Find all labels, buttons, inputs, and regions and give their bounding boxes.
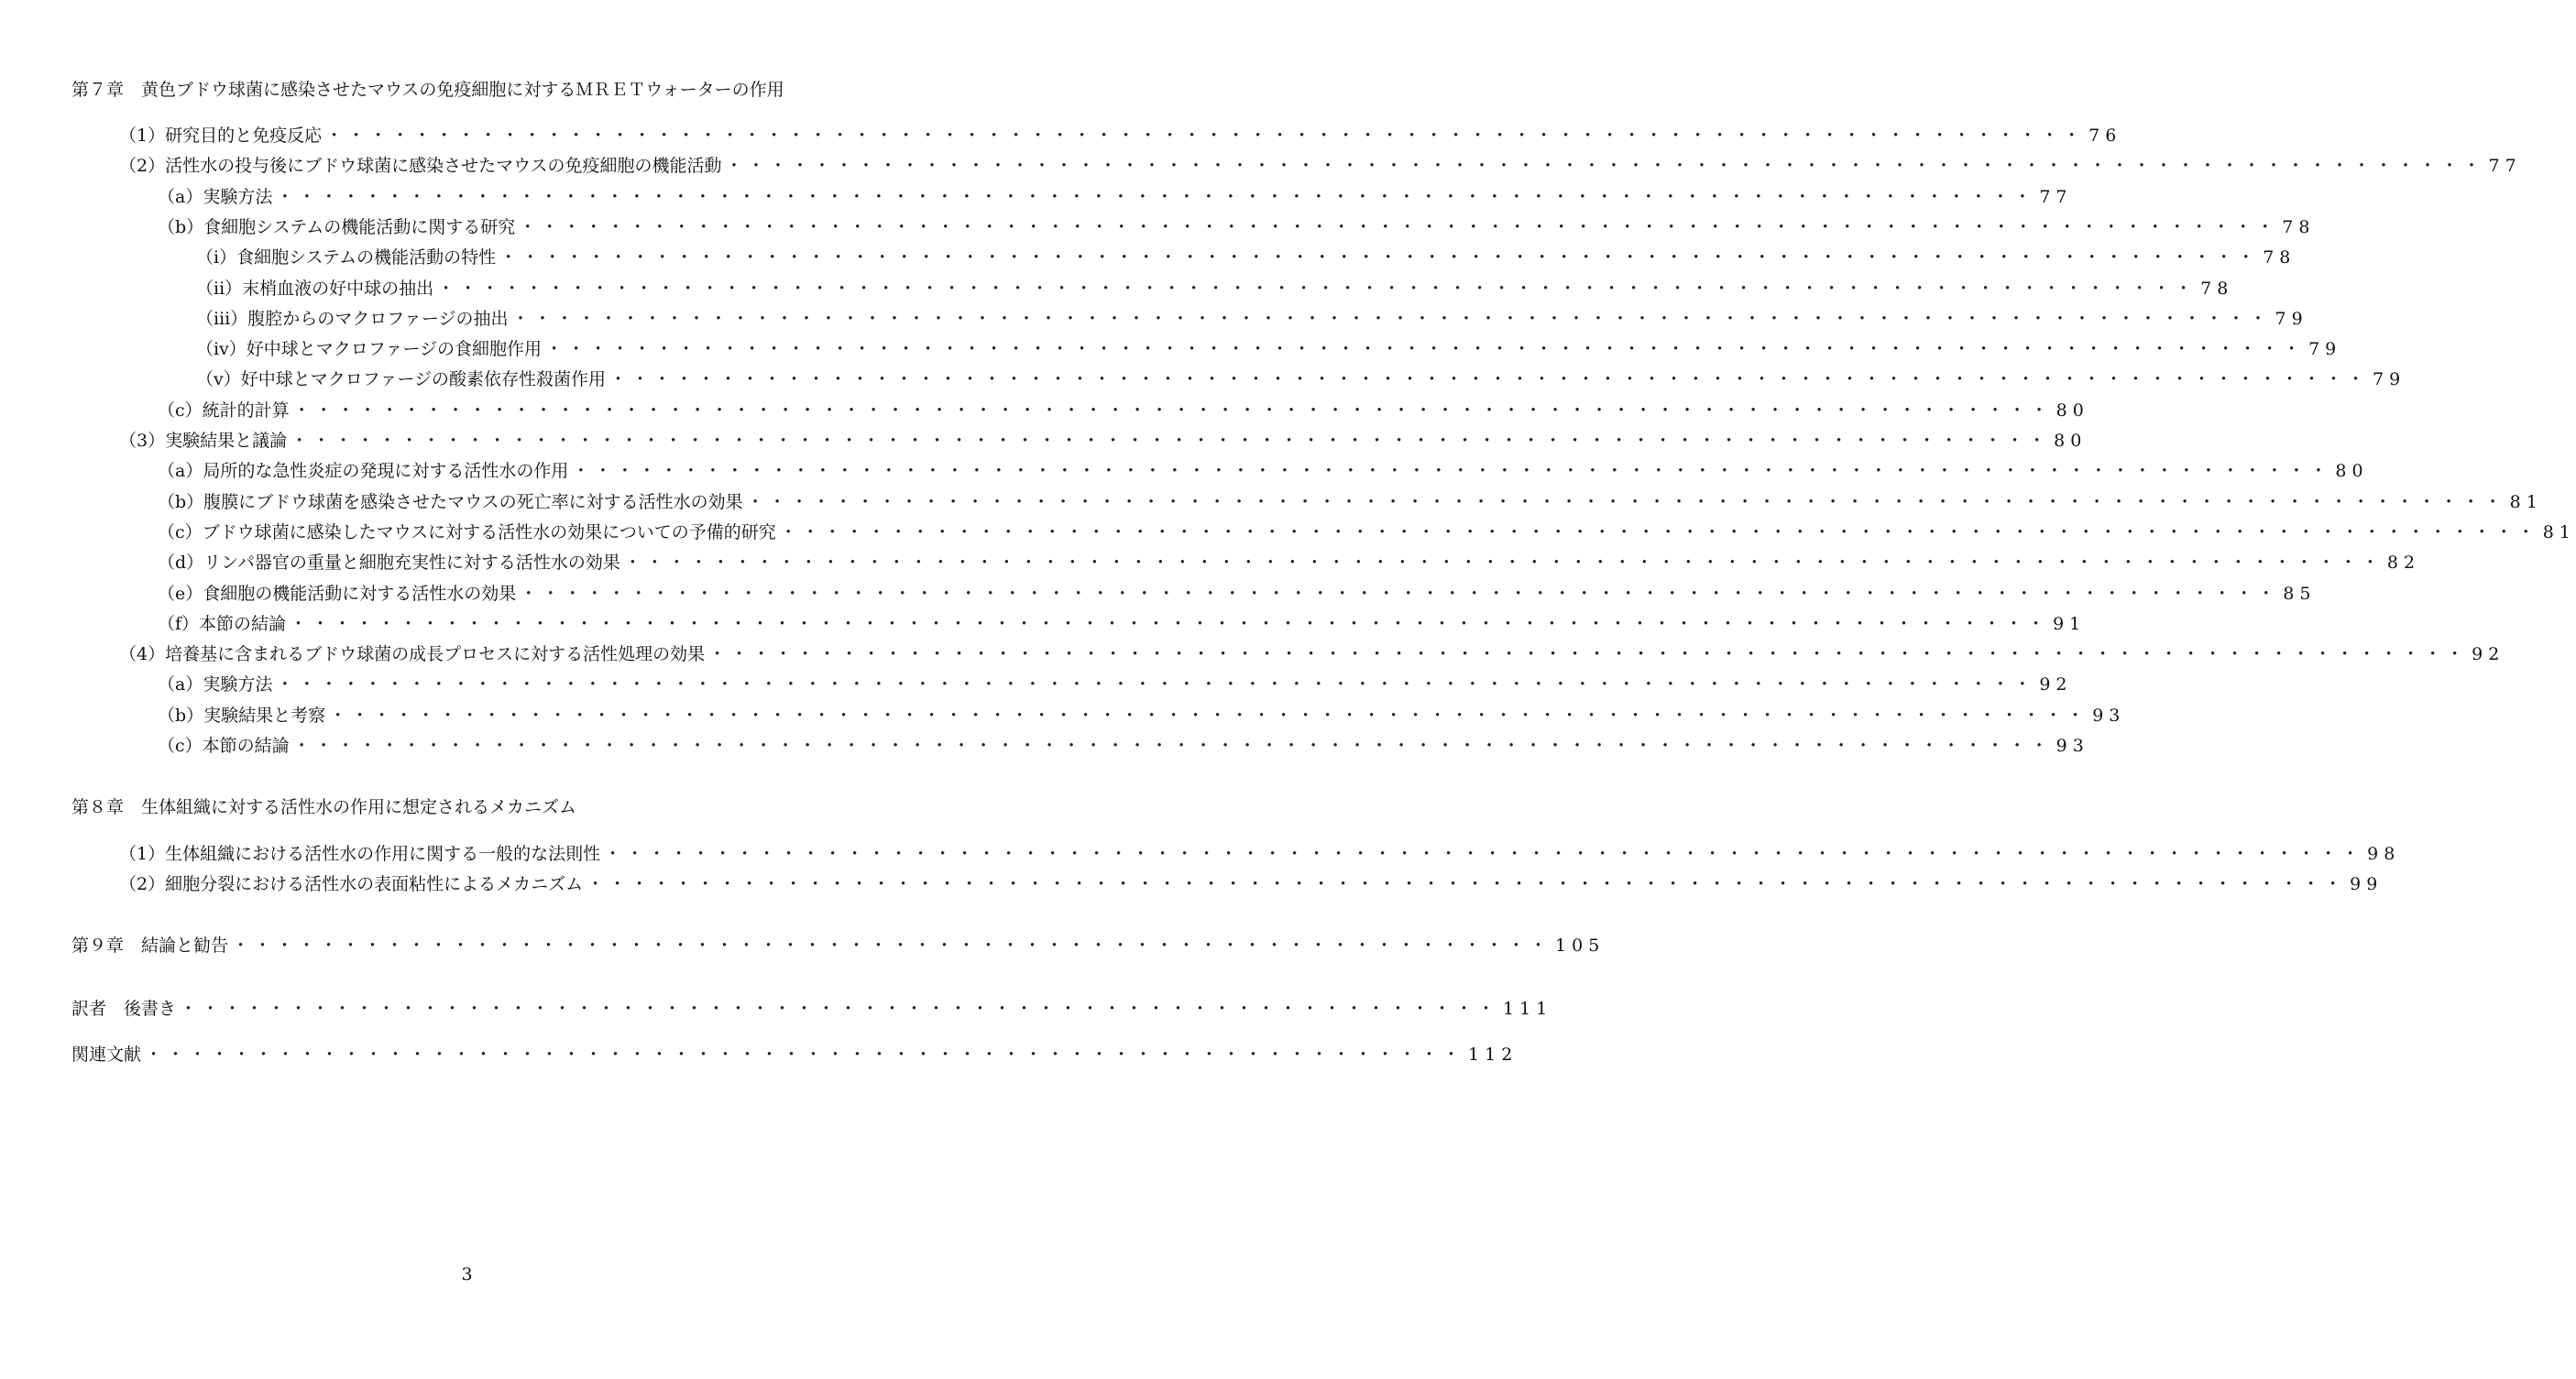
toc-entry-text: （c）ブドウ球菌に感染したマウスに対する活性水の効果についての予備的研究 (158, 521, 776, 542)
leader-dots: ・・・・・・・・・・・・・・・・・・・・・・・・・・・・・・・・・・・・・・・・・・・・・・・・・・・・・・・・・・・・・・・・・・・・・・・・・・・・・・・・ (329, 705, 2089, 726)
leader-dots: ・・・・・・・・・・・・・・・・・・・・・・・・・・・・・・・・・・・・・・・・・・・・・・・・・・・・・・・・・・・・・・・・・・・・・・・・・・・・・・・・ (604, 844, 2364, 864)
leader-dots: ・・・・・・・・・・・・・・・・・・・・・・・・・・・・・・・・・・・・・・・・・・・・・・・・・・・・・・・・・・・・ (232, 936, 1552, 956)
toc-entry (119, 843, 2401, 865)
toc-entry-page: 79 (2373, 369, 2406, 390)
leader-dots: ・・・・・・・・・・・・・・・・・・・・・・・・・・・・・・・・・・・・・・・・・・・・・・・・・・・・・・・・・・・・・・・・・・・・・・・・・・・・・・・・ (520, 583, 2280, 604)
toc-entry-text: （b）食細胞システムの機能活動に関する研究 (158, 216, 516, 237)
toc-entry-text: （f）本節の結論 (158, 613, 287, 634)
leader-dots: ・・・・・・・・・・・・・・・・・・・・・・・・・・・・・・・・・・・・・・・・・・・・・・・・・・・・・・・・・・・・・・・・・・・・・・・・・・・・・・・・ (292, 736, 2053, 756)
toc-entry (119, 155, 2522, 177)
toc-entry-page: 76 (2088, 126, 2122, 146)
toc-entry-text: 第９章 結論と勧告 (71, 936, 229, 956)
toc-entry-afterword (71, 998, 1553, 1020)
toc-entry-page: 78 (2263, 247, 2296, 268)
toc-entry-page: 77 (2488, 156, 2522, 177)
toc-entry-text: 訳者 後書き (71, 999, 177, 1019)
toc-entry-text: （ⅰ）食細胞システムの機能活動の特性 (196, 247, 497, 268)
toc-entry-page: 92 (2039, 674, 2073, 695)
toc-entry-page: 80 (2054, 431, 2088, 451)
toc-entry-text: （c）本節の結論 (158, 736, 290, 756)
toc-entry (158, 521, 2576, 543)
toc-entry (119, 125, 2122, 147)
toc-entry-page: 111 (1503, 999, 1553, 1019)
page-number: 3 (461, 1264, 473, 1285)
toc-entry-text: （a）局所的な急性炎症の発現に対する活性水の作用 (158, 461, 569, 482)
toc-entry-page: 98 (2367, 844, 2401, 864)
toc-entry-page: 81 (2542, 521, 2576, 542)
toc-entry-text: （2）活性水の投与後にブドウ球菌に感染させたマウスの免疫細胞の機能活動 (119, 156, 722, 177)
toc-entry (196, 338, 2342, 360)
leader-dots: ・・・・・・・・・・・・・・・・・・・・・・・・・・・・・・・・・・・・・・・・・・・・・・・・・・・・・・・・・・・・・・・・・・・・・・・・・・・・・・・・ (325, 126, 2086, 146)
leader-dots: ・・・・・・・・・・・・・・・・・・・・・・・・・・・・・・・・・・・・・・・・・・・・・・・・・・・・・・・・・・・・・・・・・・・・・・・・・・・・・・・・ (545, 339, 2306, 360)
leader-dots: ・・・・・・・・・・・・・・・・・・・・・・・・・・・・・・・・・・・・・・・・・・・・・・・・・・・・・・・・・・・・ (180, 999, 1500, 1019)
toc-entry-text: （b）実験結果と考察 (158, 705, 326, 726)
toc-entry-page: 80 (2055, 399, 2089, 421)
leader-dots: ・・・・・・・・・・・・・・・・・・・・・・・・・・・・・・・・・・・・・・・・・・・・・・・・・・・・・・・・・・・・・・・・・・・・・・・・・・・・・・・・ (499, 247, 2260, 268)
toc-entry (196, 308, 2308, 330)
toc-entry-text: （a）実験方法 (158, 674, 273, 695)
toc-entry-text: （3）実験結果と議論 (119, 431, 288, 451)
toc-entry (158, 491, 2543, 513)
leader-dots: ・・・・・・・・・・・・・・・・・・・・・・・・・・・・・・・・・・・・・・・・・・・・・・・・・・・・・・・・・・・・・・・・・・・・・・・・・・・・・・・・ (511, 308, 2272, 329)
toc-entry-page: 93 (2055, 736, 2089, 756)
leader-dots: ・・・・・・・・・・・・・・・・・・・・・・・・・・・・・・・・・・・・・・・・・・・・・・・・・・・・・・・・・・・・・・・・・・・・・・・・・・・・・・・・ (290, 613, 2050, 634)
toc-entry-page: 80 (2335, 461, 2369, 482)
leader-dots: ・・・・・・・・・・・・・・・・・・・・・・・・・・・・・・・・・・・・・・・・・・・・・・・・・・・・・・・・・・・・・・・・・・・・・・・・・・・・・・・・ (623, 553, 2384, 574)
toc-entry (196, 246, 2296, 268)
toc-entry (158, 735, 2089, 757)
leader-dots: ・・・・・・・・・・・・・・・・・・・・・・・・・・・・・・・・・・・・・・・・・・・・・・・・・・・・・・・・・・・・・・・・・・・・・・・・・・・・・・・・ (276, 186, 2036, 207)
leader-dots: ・・・・・・・・・・・・・・・・・・・・・・・・・・・・・・・・・・・・・・・・・・・・・・・・・・・・・・・・・・・・・・・・・・・・・・・・・・・・・・・・ (572, 461, 2332, 482)
chapter7-heading: 第７章 黄色ブドウ球菌に感染させたマウスの免疫細胞に対するＭＲＥＴウォーターの作用 (71, 80, 784, 100)
toc-entry-text: （1）研究目的と免疫反応 (119, 126, 323, 146)
toc-entry-page: 78 (2200, 278, 2234, 299)
toc-entry (119, 430, 2088, 452)
toc-entry-chapter9 (71, 935, 1606, 957)
leader-dots: ・・・・・・・・・・・・・・・・・・・・・・・・・・・・・・・・・・・・・・・・・・・・・・・・・・・・・・・・・・・・ (145, 1045, 1465, 1065)
toc-entry-page: 99 (2350, 874, 2384, 894)
toc-entry (158, 186, 2073, 208)
toc-entry (158, 216, 2316, 238)
toc-entry-text: （2）細胞分裂における活性水の表面粘性によるメカニズム (119, 874, 584, 894)
leader-dots: ・・・・・・・・・・・・・・・・・・・・・・・・・・・・・・・・・・・・・・・・・・・・・・・・・・・・・・・・・・・・・・・・・・・・・・・・・・・・・・・・ (290, 431, 2051, 451)
toc-entry-text: （ⅲ）腹腔からのマクロファージの抽出 (196, 308, 509, 329)
toc-entry (158, 613, 2087, 635)
toc-entry (158, 705, 2126, 727)
toc-entry-text: （e）食細胞の機能活動に対する活性水の効果 (158, 583, 517, 604)
toc-entry-page: 81 (2509, 491, 2543, 512)
toc-entry-text: 関連文献 (71, 1045, 142, 1065)
toc-entry-page: 82 (2386, 553, 2421, 574)
leader-dots: ・・・・・・・・・・・・・・・・・・・・・・・・・・・・・・・・・・・・・・・・・・・・・・・・・・・・・・・・・・・・・・・・・・・・・・・・・・・・・・・・ (586, 874, 2347, 894)
toc-entry (196, 368, 2406, 390)
leader-dots: ・・・・・・・・・・・・・・・・・・・・・・・・・・・・・・・・・・・・・・・・・・・・・・・・・・・・・・・・・・・・・・・・・・・・・・・・・・・・・・・・ (708, 644, 2469, 665)
toc-entry (119, 873, 2384, 895)
toc-entry-page: 85 (2283, 583, 2317, 604)
leader-dots: ・・・・・・・・・・・・・・・・・・・・・・・・・・・・・・・・・・・・・・・・・・・・・・・・・・・・・・・・・・・・・・・・・・・・・・・・・・・・・・・・ (437, 278, 2198, 299)
toc-entry-page: 91 (2053, 613, 2087, 634)
toc-entry-page: 79 (2308, 339, 2342, 360)
leader-dots: ・・・・・・・・・・・・・・・・・・・・・・・・・・・・・・・・・・・・・・・・・・・・・・・・・・・・・・・・・・・・・・・・・・・・・・・・・・・・・・・・ (725, 156, 2485, 177)
toc-entry-page: 77 (2039, 186, 2073, 207)
toc-entry (196, 278, 2234, 300)
toc-entry-page: 79 (2275, 308, 2308, 329)
toc-entry-text: （ⅳ）好中球とマクロファージの食細胞作用 (196, 339, 543, 360)
leader-dots: ・・・・・・・・・・・・・・・・・・・・・・・・・・・・・・・・・・・・・・・・・・・・・・・・・・・・・・・・・・・・・・・・・・・・・・・・・・・・・・・・ (276, 674, 2036, 695)
toc-entry (119, 643, 2505, 665)
toc-entry-text: （4）培養基に含まれるブドウ球菌の成長プロセスに対する活性処理の効果 (119, 644, 706, 665)
toc-entry (158, 399, 2089, 421)
leader-dots: ・・・・・・・・・・・・・・・・・・・・・・・・・・・・・・・・・・・・・・・・・・・・・・・・・・・・・・・・・・・・・・・・・・・・・・・・・・・・・・・・ (292, 399, 2053, 421)
toc-entry-text: （d）リンパ器官の重量と細胞充実性に対する活性水の効果 (158, 553, 620, 574)
toc-entry (158, 460, 2369, 482)
toc-entry-text: （ⅴ）好中球とマクロファージの酸素依存性殺菌作用 (196, 369, 606, 390)
toc-entry-text: （1）生体組織における活性水の作用に関する一般的な法則性 (119, 844, 601, 864)
leader-dots: ・・・・・・・・・・・・・・・・・・・・・・・・・・・・・・・・・・・・・・・・・・・・・・・・・・・・・・・・・・・・・・・・・・・・・・・・・・・・・・・・ (779, 521, 2539, 542)
toc-entry-references (71, 1044, 1518, 1066)
toc-entry-page: 78 (2282, 216, 2316, 237)
toc-entry (158, 552, 2421, 574)
chapter8-heading: 第８章 生体組織に対する活性水の作用に想定されるメカニズム (71, 797, 577, 817)
toc-entry-text: （c）統計的計算 (158, 399, 290, 421)
leader-dots: ・・・・・・・・・・・・・・・・・・・・・・・・・・・・・・・・・・・・・・・・・・・・・・・・・・・・・・・・・・・・・・・・・・・・・・・・・・・・・・・・ (519, 216, 2279, 237)
toc-entry-text: （ⅱ）末梢血液の好中球の抽出 (196, 278, 434, 299)
toc-entry-page: 93 (2092, 705, 2126, 726)
toc-entry-page: 112 (1468, 1045, 1518, 1065)
toc-entry (158, 583, 2317, 605)
toc-entry-page: 105 (1555, 936, 1606, 956)
toc-entry-text: （a）実験方法 (158, 186, 273, 207)
leader-dots: ・・・・・・・・・・・・・・・・・・・・・・・・・・・・・・・・・・・・・・・・・・・・・・・・・・・・・・・・・・・・・・・・・・・・・・・・・・・・・・・・ (608, 369, 2369, 390)
toc-entry-text: （b）腹膜にブドウ球菌を感染させたマウスの死亡率に対する活性水の効果 (158, 491, 743, 512)
toc-entry-page: 92 (2472, 644, 2505, 665)
toc-entry (158, 673, 2073, 695)
leader-dots: ・・・・・・・・・・・・・・・・・・・・・・・・・・・・・・・・・・・・・・・・・・・・・・・・・・・・・・・・・・・・・・・・・・・・・・・・・・・・・・・・ (746, 491, 2506, 512)
